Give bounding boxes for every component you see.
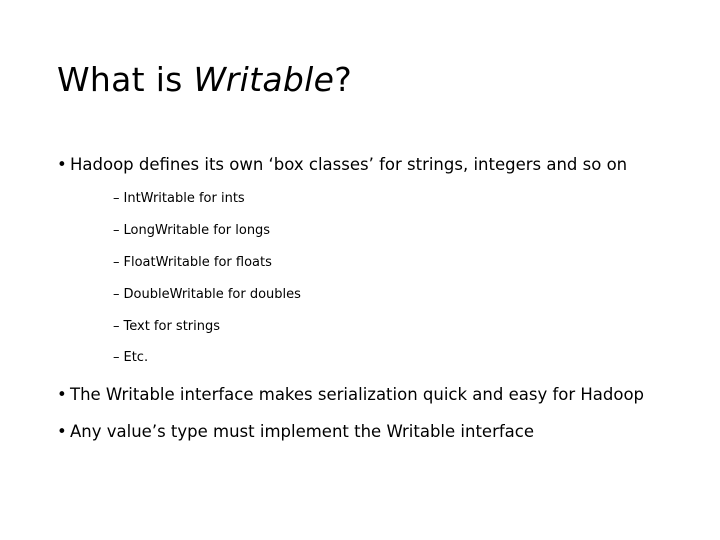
sub-item-longwritable bbox=[113, 222, 270, 240]
sub-marker: – bbox=[113, 319, 120, 334]
sub-item-doublewritable bbox=[113, 286, 301, 304]
sub-item-floatwritable bbox=[113, 254, 272, 272]
sub-marker: – bbox=[113, 350, 120, 365]
sub-marker: – bbox=[113, 223, 120, 238]
sub-marker: – bbox=[113, 287, 120, 302]
bullet-marker: • bbox=[57, 422, 67, 441]
slide-title bbox=[57, 58, 352, 102]
sub-marker: – bbox=[113, 191, 120, 206]
bullet-marker: • bbox=[57, 155, 67, 174]
bullet-3 bbox=[57, 420, 534, 444]
sub-text: IntWritable for ints bbox=[123, 191, 245, 206]
title-plain: What is bbox=[57, 60, 194, 99]
bullet-text: Hadoop defines its own ‘box classes’ for strings, integers and so on bbox=[70, 155, 628, 174]
sub-text: Etc. bbox=[123, 350, 149, 365]
sub-text: Text for strings bbox=[123, 319, 221, 334]
bullet-text: The Writable interface makes serialization quick and easy for Hadoop bbox=[70, 385, 645, 404]
sub-text: LongWritable for longs bbox=[123, 223, 271, 238]
bullet-text: Any value’s type must implement the Writable interface bbox=[70, 422, 535, 441]
sub-item-intwritable bbox=[113, 190, 245, 208]
sub-item-text bbox=[113, 318, 220, 336]
sub-text: FloatWritable for floats bbox=[123, 255, 272, 270]
title-italic: Writable bbox=[193, 60, 335, 99]
sub-item-etc bbox=[113, 349, 148, 367]
bullet-marker: • bbox=[57, 385, 67, 404]
bullet-2 bbox=[57, 383, 644, 407]
sub-marker: – bbox=[113, 255, 120, 270]
sub-text: DoubleWritable for doubles bbox=[123, 287, 301, 302]
bullet-1 bbox=[57, 153, 627, 177]
title-end: ? bbox=[334, 60, 353, 99]
